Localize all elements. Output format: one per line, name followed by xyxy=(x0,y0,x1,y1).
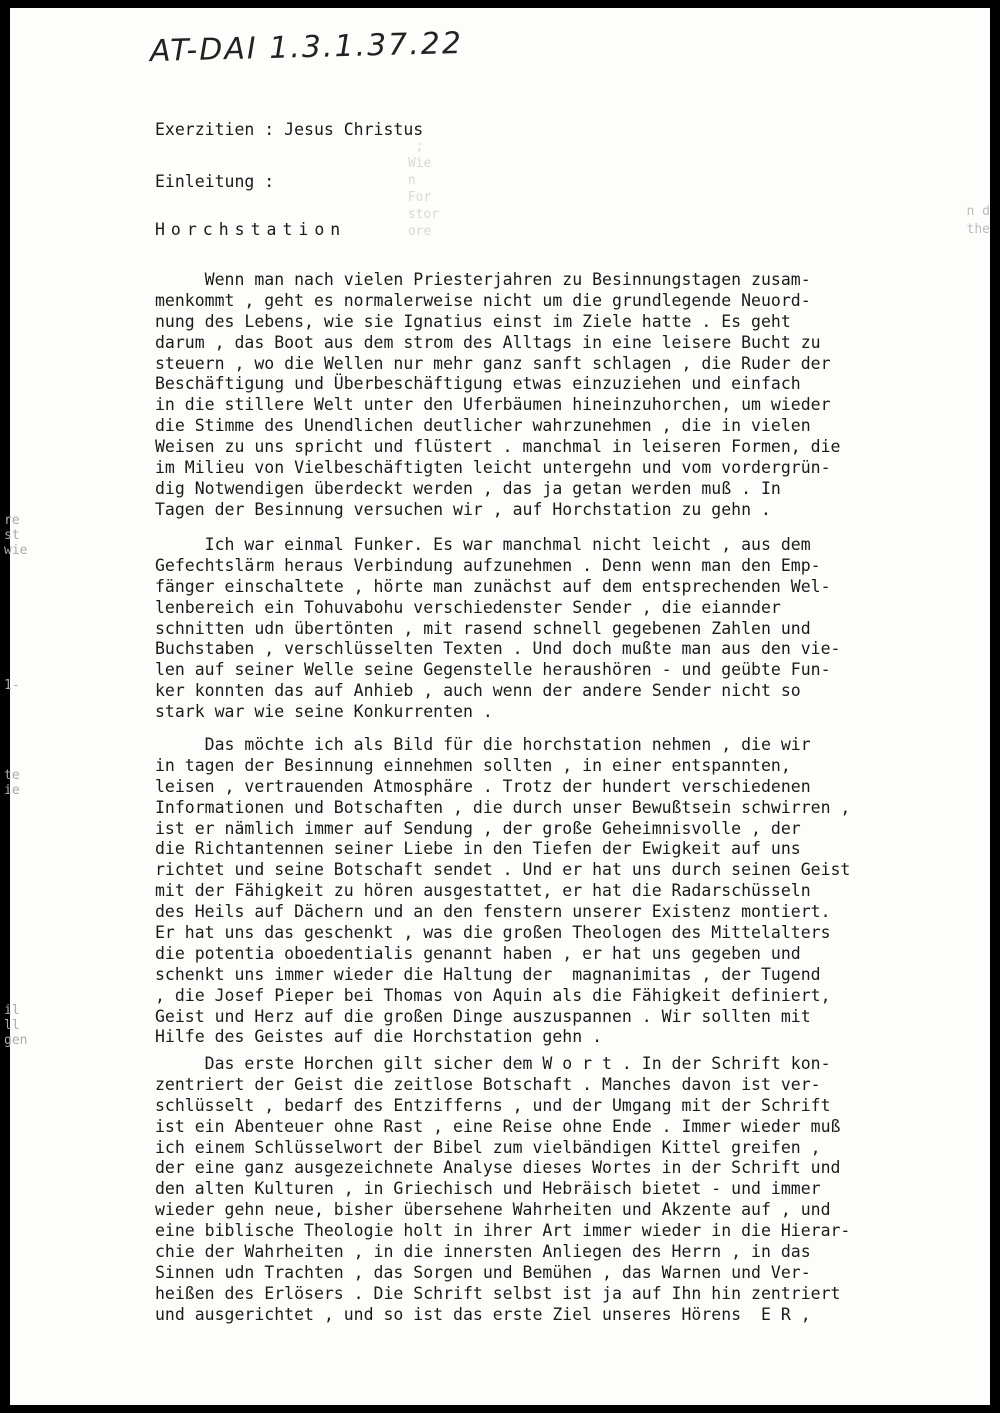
text-line: ist er nämlich immer auf Sendung , der große Geheimnisvolle , der xyxy=(155,818,801,838)
paragraph-3 xyxy=(155,735,995,1048)
text-line: Beschäftigung und Überbeschäftigung etwas einzuziehen und einfach xyxy=(155,374,801,394)
text-line: Wenn man nach vielen Priesterjahren zu Besinnungstagen zusam- xyxy=(155,270,811,289)
text-line: dig Notwendigen überdeckt werden , das ja getan werden muß . In xyxy=(155,478,781,498)
margin-bleed-marks: re st wie xyxy=(4,513,28,558)
text-line: in tagen der Besinnung einnehmen sollten , in einer entspannten, xyxy=(155,755,791,775)
document-subtitle: Einleitung : xyxy=(155,172,275,191)
text-line: schenkt uns immer wieder die Haltung der magnanimitas , der Tugend xyxy=(155,964,821,984)
text-line: mit der Fähigkeit zu hören ausgestattet, er hat die Radarschüsseln xyxy=(155,881,811,901)
text-line: in die stillere Welt unter den Uferbäumen hineinzuhorchen, um wieder xyxy=(155,395,831,415)
text-line: eine biblische Theologie holt in ihrer Art immer wieder in die Hierar- xyxy=(155,1221,851,1241)
text-line: schnitten udn übertönten , mit rasend schnell gegebenen Zahlen und xyxy=(155,618,811,638)
text-line: heißen des Erlösers . Die Schrift selbst ist ja auf Ihn hin zentriert xyxy=(155,1283,841,1303)
text-line: wieder gehn neue, bisher übersehene Wahrheiten und Akzente auf , und xyxy=(155,1200,831,1220)
text-line: Hilfe des Geistes auf die Horchstation gehn . xyxy=(155,1027,603,1047)
paragraph-4 xyxy=(155,1054,995,1326)
text-line: Das möchte ich als Bild für die horchstation nehmen , die wir xyxy=(155,735,811,754)
text-line: Informationen und Botschaften , die durch unser Bewußtsein schwirren , xyxy=(155,797,851,817)
text-line: ker konnten das auf Anhieb , auch wenn der andere Sender nicht so xyxy=(155,681,801,701)
document-title: Exerzitien : Jesus Christus xyxy=(155,120,424,139)
text-line: die potentia oboedentialis genannt haben , er hat uns gegeben und xyxy=(155,943,801,963)
text-line: zentriert der Geist die zeitlose Botschaft . Manches davon ist ver- xyxy=(155,1074,821,1094)
text-line: Ich war einmal Funker. Es war manchmal nicht leicht , aus dem xyxy=(155,535,811,554)
text-line: ist ein Abenteuer ohne Rast , eine Reise ohne Ende . Immer wieder muß xyxy=(155,1116,841,1136)
text-line: Das erste Horchen gilt sicher dem W o r t . In der Schrift kon- xyxy=(155,1054,831,1073)
text-line: Weisen zu uns spricht und flüstert . manchmal in leiseren Formen, die xyxy=(155,437,841,457)
text-line: Geist und Herz auf die großen Dinge auszuspannen . Wir sollten mit xyxy=(155,1006,811,1026)
show-through-marks: ; Wie n For stor ore xyxy=(407,139,440,239)
paragraph-2 xyxy=(155,535,995,723)
text-line: , die Josef Pieper bei Thomas von Aquin als die Fähigkeit definiert, xyxy=(155,985,831,1005)
text-line: des Heils auf Dächern und an den fenstern unserer Existenz montiert. xyxy=(155,902,831,922)
text-line: ich einem Schlüsselwort der Bibel zum vielbändigen Kittel greifen , xyxy=(155,1137,821,1157)
text-line: Er hat uns das geschenkt , was die großen Theologen des Mittelalters xyxy=(155,923,831,943)
text-line: fänger einschaltete , hörte man zunächst auf dem entsprechenden Wel- xyxy=(155,576,831,596)
show-through-right-marks: n d the xyxy=(966,204,990,237)
text-line: im Milieu von Vielbeschäftigten leicht untergehn und vom vordergrün- xyxy=(155,458,831,478)
text-line: die Richtantennen seiner Liebe in den Tiefen der Ewigkeit auf uns xyxy=(155,839,801,859)
text-line: nung des Lebens, wie sie Ignatius einst im Ziele hatte . Es geht xyxy=(155,311,791,331)
text-line: Sinnen udn Trachten , das Sorgen und Bemühen , das Warnen und Ver- xyxy=(155,1262,811,1282)
paragraph-1 xyxy=(155,270,995,521)
text-line: der eine ganz ausgezeichnete Analyse dieses Wortes in der Schrift und xyxy=(155,1158,841,1178)
text-line: den alten Kulturen , in Griechisch und Hebräisch bietet - und immer xyxy=(155,1179,821,1199)
margin-bleed-marks: te ie xyxy=(4,768,20,798)
text-line: schlüsselt , bedarf des Entzifferns , und der Umgang mit der Schrift xyxy=(155,1095,831,1115)
margin-bleed-marks: il ll gen xyxy=(4,1003,28,1048)
text-line: richtet und seine Botschaft sendet . Und er hat uns durch seinen Geist xyxy=(155,860,851,880)
text-line: chie der Wahrheiten , in die innersten Anliegen des Herrn , in das xyxy=(155,1242,811,1262)
text-line: und ausgerichtet , und so ist das erste Ziel unseres Hörens E R , xyxy=(155,1304,811,1324)
text-line: leisen , vertrauenden Atmosphäre . Trotz der hundert verschiedenen xyxy=(155,776,811,796)
text-line: lenbereich ein Tohuvabohu verschiedenster Sender , die eiannder xyxy=(155,597,781,617)
text-line: len auf seiner Welle seine Gegenstelle heraushören - und geübte Fun- xyxy=(155,660,831,680)
text-line: Gefechtslärm heraus Verbindung aufzunehmen . Denn wenn man den Emp- xyxy=(155,555,821,575)
text-line: menkommt , geht es normalerweise nicht um die grundlegende Neuord- xyxy=(155,290,811,310)
archive-signature: AT-DAI 1.3.1.37.22 xyxy=(149,25,464,70)
text-line: stark war wie seine Konkurrenten . xyxy=(155,702,493,722)
section-heading: Horchstation xyxy=(155,220,347,239)
text-line: Buchstaben , verschlüsselten Texten . Und doch mußte man aus den vie- xyxy=(155,639,841,659)
text-line: Tagen der Besinnung versuchen wir , auf Horchstation zu gehn . xyxy=(155,499,771,519)
document-page xyxy=(4,8,990,1405)
text-line: die Stimme des Unendlichen deutlicher wahrzunehmen , die in vielen xyxy=(155,416,811,436)
text-line: darum , das Boot aus dem strom des Alltags in eine leisere Bucht zu xyxy=(155,332,821,352)
margin-bleed-marks: 1- xyxy=(4,678,20,693)
text-line: steuern , wo die Wellen nur mehr ganz sanft schlagen , die Ruder der xyxy=(155,353,831,373)
